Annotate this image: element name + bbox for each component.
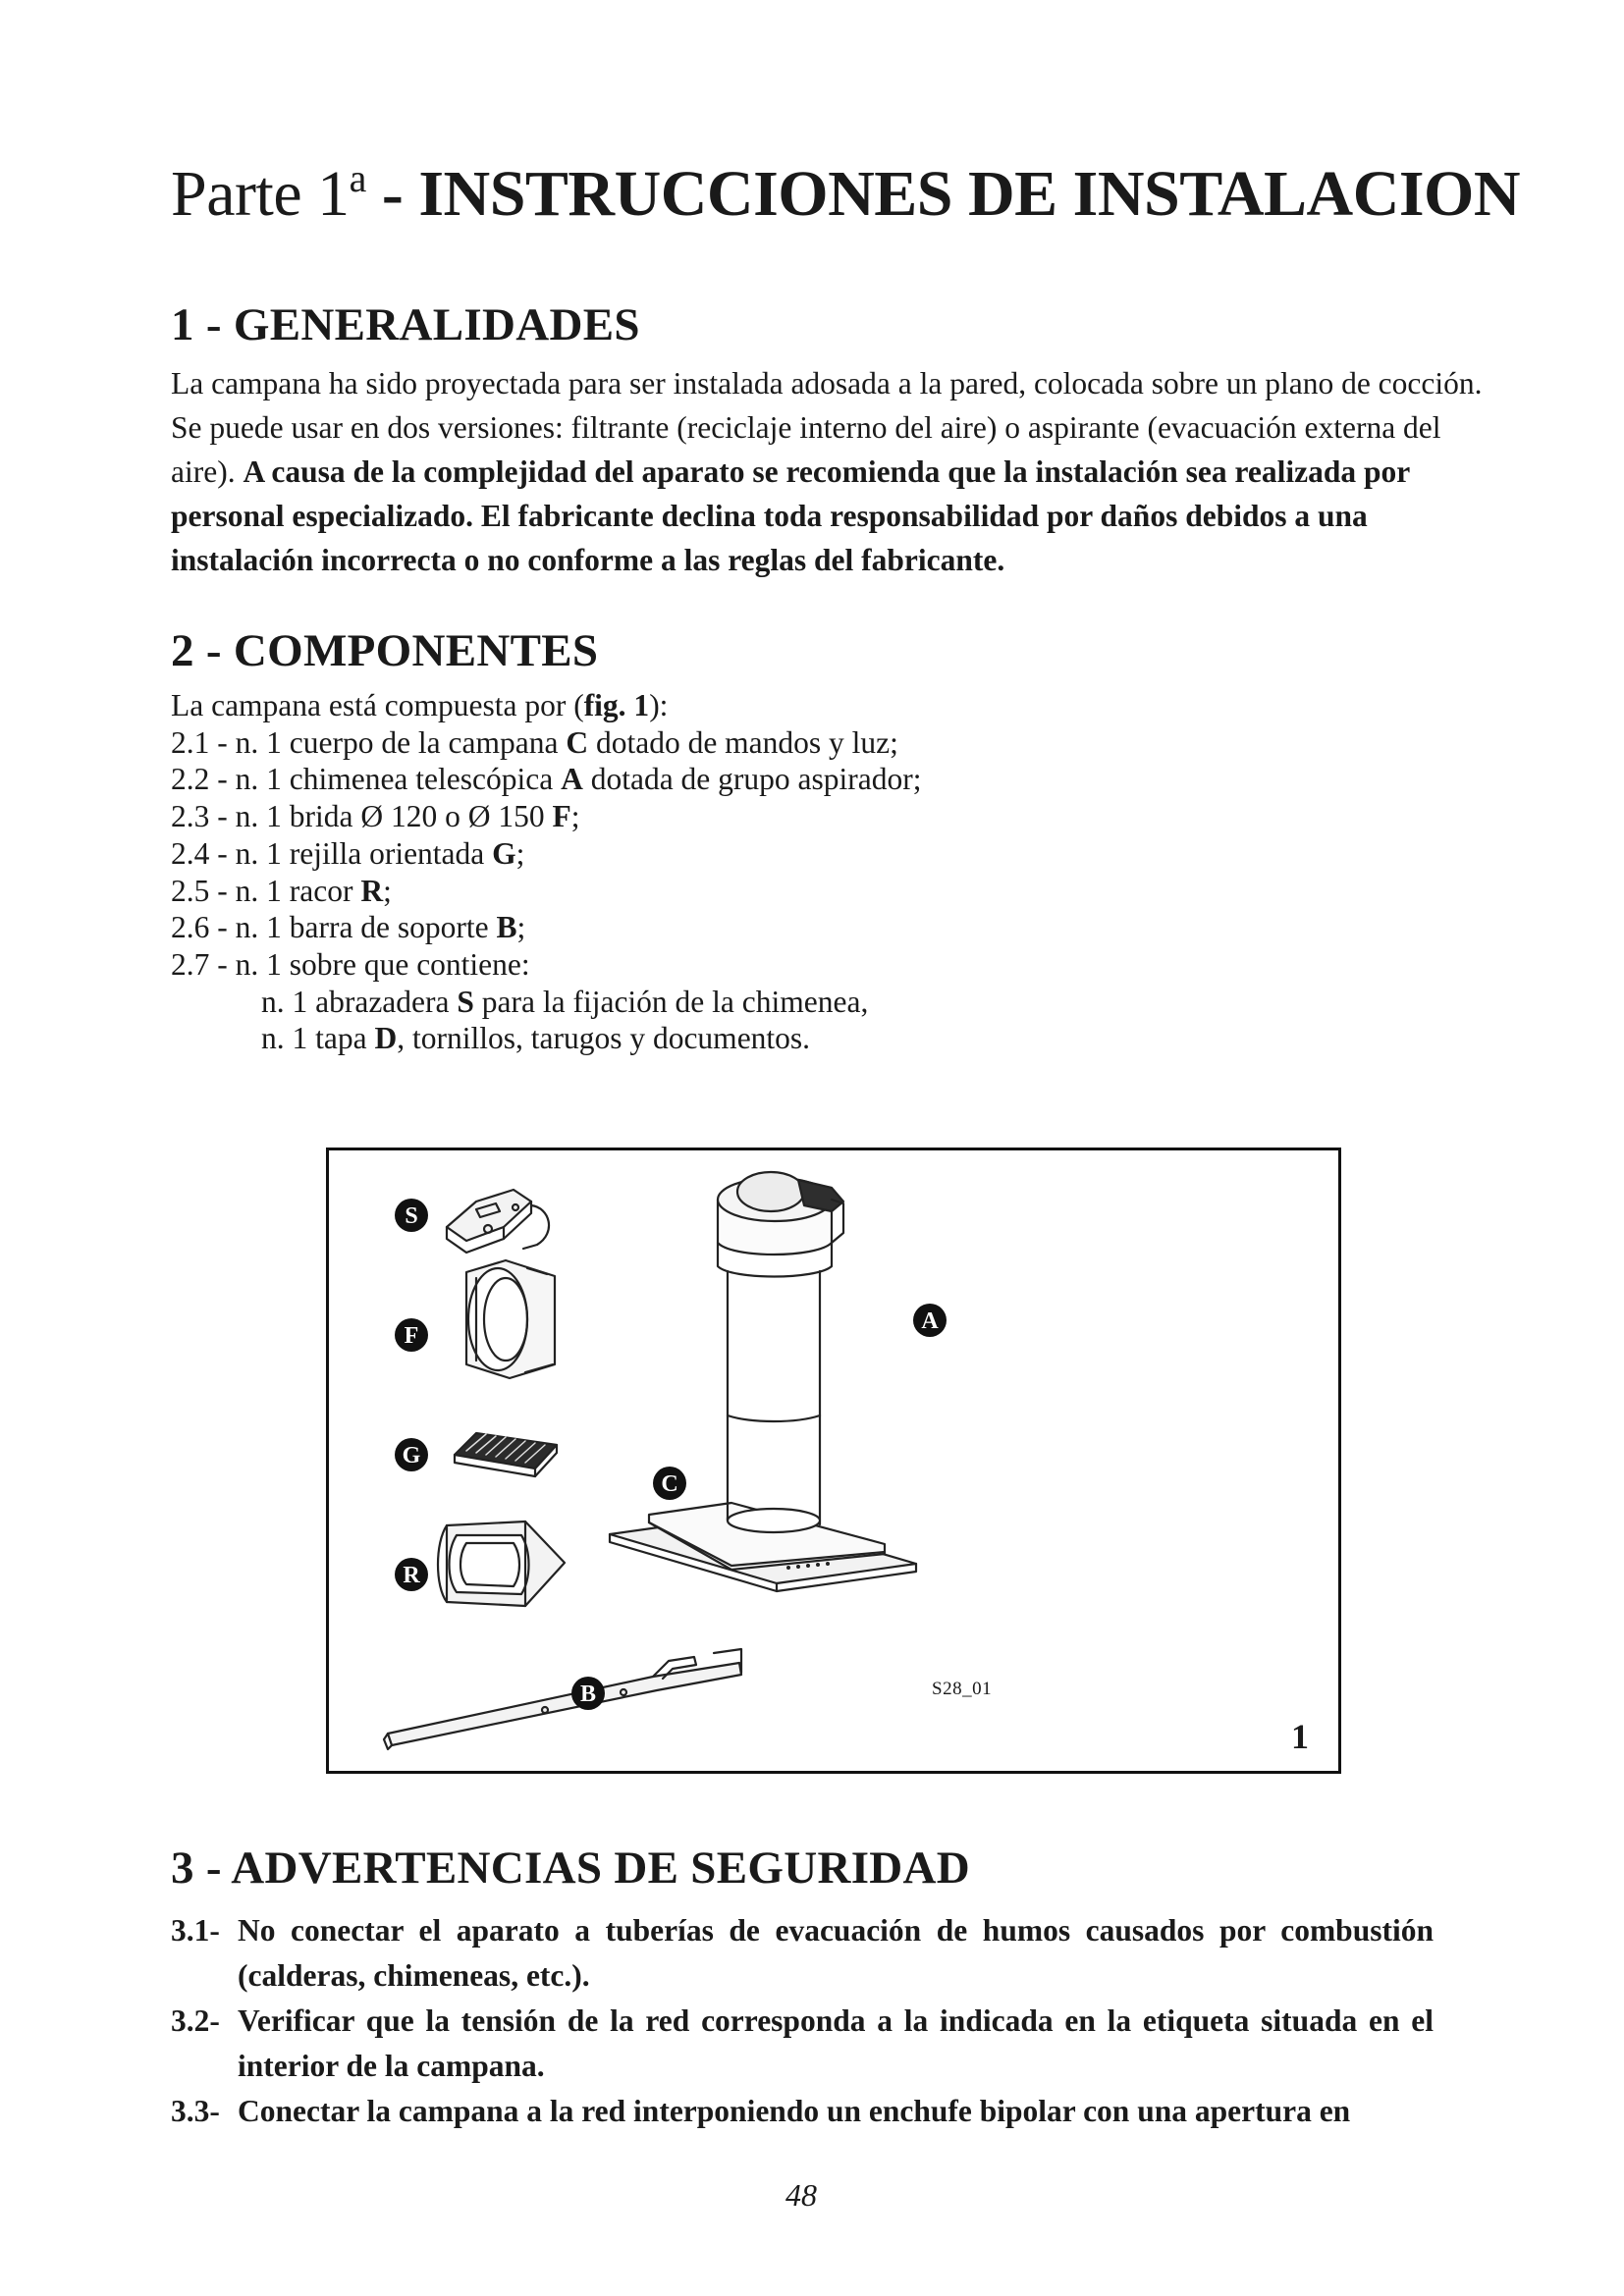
item-end: dotado de mandos y luz;	[588, 724, 898, 760]
title-superscript: a	[349, 156, 366, 200]
item-end: ;	[383, 873, 392, 908]
item-text: 2.4 - n. 1 rejilla orientada	[171, 835, 493, 871]
clamp-drawing	[447, 1190, 549, 1253]
figure-code: S28_01	[932, 1679, 993, 1699]
item-letter: C	[566, 724, 589, 760]
item-letter: G	[492, 835, 516, 871]
label-R: R	[403, 1563, 420, 1588]
section-1-text: La campana ha sido proyectada para ser instalada adosada a la pared, colocada sobre un plano de cocción. Se puede usar en dos versiones: filtrante (reciclaje interno del aire) o aspirante (evacuación externa del aire).	[171, 366, 1483, 489]
figure-number: 1	[1291, 1717, 1309, 1756]
components-list	[171, 687, 921, 1057]
label-B: B	[579, 1682, 597, 1707]
item-end: dotada de grupo aspirador;	[582, 762, 922, 797]
label-F: F	[404, 1323, 419, 1349]
item-end: ;	[515, 835, 525, 871]
label-S: S	[405, 1203, 418, 1229]
subitem-letter: D	[374, 1021, 398, 1056]
support-bar-drawing	[384, 1649, 741, 1749]
connector-drawing	[438, 1522, 565, 1606]
list-item	[171, 835, 921, 873]
list-item	[171, 798, 921, 835]
warning-number: 3.1-	[171, 1913, 220, 1948]
subitem-end: , tornillos, tarugos y documentos.	[397, 1021, 811, 1056]
intro-end: ):	[649, 688, 669, 722]
title-main: - INSTRUCCIONES DE INSTALACION	[365, 158, 1521, 230]
item-text: 2.2 - n. 1 chimenea telescópica	[171, 762, 562, 797]
components-illustration	[329, 1150, 1338, 1771]
section-1-warning-text: A causa de la complejidad del aparato se recomienda que la instalación sea realizada por personal especializado. El fabricante declina toda responsabilidad por daños debidos a una instalación incorrecta o no conforme a las reglas del fabricante.	[171, 454, 1410, 577]
list-item	[171, 909, 921, 946]
item-text: 2.5 - n. 1 racor	[171, 873, 361, 908]
item-text: 2.1 - n. 1 cuerpo de la campana	[171, 724, 567, 760]
item-text: 2.3 - n. 1 brida Ø 120 o Ø 150	[171, 799, 553, 834]
warning-text: Conectar la campana a la red interponiendo un enchufe bipolar con una apertura en	[238, 2094, 1351, 2128]
warning-number: 3.2-	[171, 2003, 220, 2038]
flange-drawing	[466, 1260, 555, 1378]
hood-drawing	[610, 1172, 916, 1591]
list-item	[171, 946, 921, 984]
section-2-heading: 2 - COMPONENTES	[171, 625, 599, 676]
warning-item	[171, 1999, 1434, 2089]
item-end: ;	[516, 910, 526, 945]
item-text: 2.6 - n. 1 barra de soporte	[171, 910, 497, 945]
figure-1-components	[326, 1148, 1341, 1774]
item-end: ;	[570, 799, 580, 834]
label-G: G	[402, 1443, 421, 1468]
page-number: 48	[785, 2177, 817, 2213]
warning-item	[171, 2089, 1434, 2134]
item-text: 2.7 - n. 1 sobre que contiene:	[171, 946, 530, 982]
list-subitem	[171, 984, 921, 1021]
list-item	[171, 761, 921, 798]
list-item	[171, 873, 921, 910]
list-item	[171, 724, 921, 762]
section-1-heading: 1 - GENERALIDADES	[171, 299, 640, 350]
list-subitem	[171, 1020, 921, 1057]
warning-item	[171, 1908, 1434, 1999]
title-prefix: Parte 1	[171, 158, 350, 230]
warning-text: Verificar que la tensión de la red corresponda a la indicada en la etiqueta situada en el interior de la campana.	[238, 2003, 1434, 2083]
warning-number: 3.3-	[171, 2094, 220, 2128]
intro-text: La campana está compuesta por (	[171, 688, 584, 722]
subitem-text: n. 1 tapa	[261, 1021, 375, 1056]
components-intro	[171, 687, 921, 724]
item-letter: A	[561, 762, 583, 797]
page-title	[171, 157, 1520, 231]
subitem-text: n. 1 abrazadera	[261, 984, 458, 1019]
grille-drawing	[455, 1433, 557, 1476]
item-letter: F	[552, 799, 571, 834]
warning-text: No conectar el aparato a tuberías de evacuación de humos causados por combustión (calderas, chimeneas, etc.).	[238, 1913, 1434, 1993]
item-letter: B	[496, 910, 517, 945]
subitem-letter: S	[457, 984, 474, 1019]
item-letter: R	[360, 873, 384, 908]
section-1-paragraph	[171, 361, 1487, 582]
figure-reference: fig. 1	[583, 688, 650, 722]
safety-warnings-list	[171, 1908, 1434, 2134]
label-A: A	[921, 1308, 939, 1334]
label-C: C	[661, 1471, 678, 1497]
subitem-end: para la fijación de la chimenea,	[473, 984, 869, 1019]
section-3-heading: 3 - ADVERTENCIAS DE SEGURIDAD	[171, 1842, 971, 1894]
